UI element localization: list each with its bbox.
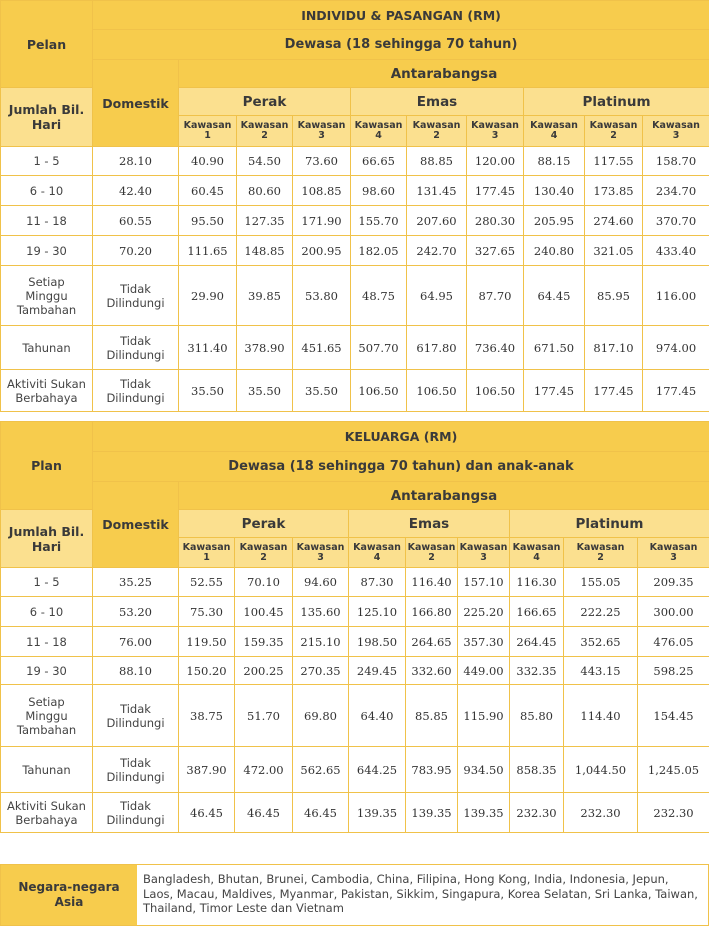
row-label: Aktiviti Sukan Berbahaya — [1, 370, 93, 412]
rate-cell: 671.50 — [524, 326, 585, 370]
table2-zone-header: Kawasan 4 — [510, 538, 564, 568]
rate-cell: 88.10 — [93, 657, 179, 685]
rate-cell: 200.25 — [235, 657, 293, 685]
rate-cell: 130.40 — [524, 176, 585, 206]
table1-zone-header: Kawasan 2 — [407, 116, 467, 147]
rate-cell: 29.90 — [179, 266, 237, 326]
rate-cell: 39.85 — [237, 266, 293, 326]
rate-cell: 598.25 — [638, 657, 709, 685]
rate-cell: 76.00 — [93, 627, 179, 657]
rate-cell: 451.65 — [293, 326, 351, 370]
rate-cell: 300.00 — [638, 597, 709, 627]
rate-cell: 87.70 — [467, 266, 524, 326]
rate-cell: 46.45 — [179, 793, 235, 833]
t2-plan-label: Plan — [1, 422, 93, 510]
row-label: Setiap Minggu Tambahan — [1, 685, 93, 747]
t2-group-emas: Emas — [349, 510, 510, 538]
rate-cell: 106.50 — [467, 370, 524, 412]
rate-cell: 116.30 — [510, 568, 564, 597]
rate-cell: 88.15 — [524, 147, 585, 176]
family-rate-table — [0, 421, 709, 833]
rate-cell: 249.45 — [349, 657, 406, 685]
rate-cell: 75.30 — [179, 597, 235, 627]
rate-cell: 222.25 — [564, 597, 638, 627]
row-label: 19 - 30 — [1, 657, 93, 685]
t1-days-label: Jumlah Bil. Hari — [1, 88, 93, 147]
t1-group-emas: Emas — [351, 88, 524, 116]
rate-cell: 111.65 — [179, 236, 237, 266]
rate-cell: 858.35 — [510, 747, 564, 793]
rate-cell: 98.60 — [351, 176, 407, 206]
rate-cell: 154.45 — [638, 685, 709, 747]
t2-international-label: Antarabangsa — [179, 482, 709, 510]
rate-cell: 155.05 — [564, 568, 638, 597]
rate-cell: 182.05 — [351, 236, 407, 266]
rate-cell: 232.30 — [638, 793, 709, 833]
rate-cell: 209.35 — [638, 568, 709, 597]
rate-cell: 200.95 — [293, 236, 351, 266]
rate-cell: 617.80 — [407, 326, 467, 370]
t1-international-label: Antarabangsa — [179, 60, 709, 88]
rate-cell: 135.60 — [293, 597, 349, 627]
rate-cell: 378.90 — [237, 326, 293, 370]
rate-cell: 85.95 — [585, 266, 643, 326]
rate-cell: 148.85 — [237, 236, 293, 266]
t2-group-perak: Perak — [179, 510, 349, 538]
asia-label: Negara-negara Asia — [1, 865, 137, 925]
row-label: 11 - 18 — [1, 627, 93, 657]
rate-cell: 108.85 — [293, 176, 351, 206]
rate-cell: Tidak Dilindungi — [93, 326, 179, 370]
rate-cell: 166.80 — [406, 597, 458, 627]
rate-cell: 274.60 — [585, 206, 643, 236]
rate-cell: 562.65 — [293, 747, 349, 793]
rate-cell: 94.60 — [293, 568, 349, 597]
rate-cell: 88.85 — [407, 147, 467, 176]
rate-cell: 736.40 — [467, 326, 524, 370]
rate-cell: 264.45 — [510, 627, 564, 657]
rate-cell: 60.55 — [93, 206, 179, 236]
rate-cell: 1,245.05 — [638, 747, 709, 793]
rate-cell: 232.30 — [510, 793, 564, 833]
table-row — [1, 657, 709, 685]
rate-cell: 53.20 — [93, 597, 179, 627]
individual-couple-rate-table — [0, 0, 709, 412]
table2-zone-header: Kawasan 3 — [638, 538, 709, 568]
rate-cell: 120.00 — [467, 147, 524, 176]
rate-cell: 139.35 — [349, 793, 406, 833]
rate-cell: 198.50 — [349, 627, 406, 657]
rate-cell: 225.20 — [458, 597, 510, 627]
table-row — [1, 685, 709, 747]
table-row — [1, 568, 709, 597]
t2-subtitle: Dewasa (18 sehingga 70 tahun) dan anak-anak — [93, 452, 709, 482]
table1-zone-header: Kawasan 4 — [351, 116, 407, 147]
t1-title: INDIVIDU & PASANGAN (RM) — [93, 1, 709, 30]
t2-group-platinum: Platinum — [510, 510, 709, 538]
rate-cell: 66.65 — [351, 147, 407, 176]
rate-cell: Tidak Dilindungi — [93, 266, 179, 326]
rate-cell: Tidak Dilindungi — [93, 685, 179, 747]
row-label: 1 - 5 — [1, 568, 93, 597]
rate-cell: 207.60 — [407, 206, 467, 236]
row-label: 6 - 10 — [1, 176, 93, 206]
rate-cell: 70.20 — [93, 236, 179, 266]
row-label: Tahunan — [1, 326, 93, 370]
rate-cell: 177.45 — [467, 176, 524, 206]
rate-cell: 100.45 — [235, 597, 293, 627]
rate-cell: 974.00 — [643, 326, 709, 370]
rate-cell: 158.70 — [643, 147, 709, 176]
table1-zone-header: Kawasan 1 — [179, 116, 237, 147]
asia-country-list: Bangladesh, Bhutan, Brunei, Cambodia, China, Filipina, Hong Kong, India, Indonesia, Jepun, Laos, Macau, Maldives, Myanmar, Pakistan, Sikkim, Singapura, Korea Selatan, Sri Lanka, Taiwan, Thailand, Timor Leste dan Vietnam — [143, 872, 698, 915]
table-row — [1, 597, 709, 627]
rate-cell: 85.85 — [406, 685, 458, 747]
table1-zone-header: Kawasan 3 — [643, 116, 709, 147]
rate-cell: 87.30 — [349, 568, 406, 597]
rate-cell: 125.10 — [349, 597, 406, 627]
rate-cell: 69.80 — [293, 685, 349, 747]
rate-cell: 433.40 — [643, 236, 709, 266]
row-label: 19 - 30 — [1, 236, 93, 266]
table1-zone-header: Kawasan 2 — [237, 116, 293, 147]
table-row — [1, 793, 709, 833]
rate-cell: 171.90 — [293, 206, 351, 236]
rate-cell: 332.60 — [406, 657, 458, 685]
rate-cell: 155.70 — [351, 206, 407, 236]
rate-cell: 205.95 — [524, 206, 585, 236]
table2-zone-header: Kawasan 2 — [235, 538, 293, 568]
rate-cell: 35.50 — [293, 370, 351, 412]
rate-cell: 28.10 — [93, 147, 179, 176]
table-row — [1, 236, 709, 266]
rate-cell: 139.35 — [458, 793, 510, 833]
rate-cell: 116.40 — [406, 568, 458, 597]
rate-cell: 60.45 — [179, 176, 237, 206]
rate-cell: 234.70 — [643, 176, 709, 206]
table2-zone-header: Kawasan 4 — [349, 538, 406, 568]
rate-cell: 80.60 — [237, 176, 293, 206]
rate-cell: 159.35 — [235, 627, 293, 657]
rate-cell: 40.90 — [179, 147, 237, 176]
rate-cell: 357.30 — [458, 627, 510, 657]
row-label: 6 - 10 — [1, 597, 93, 627]
rate-cell: 173.85 — [585, 176, 643, 206]
table1-zone-header: Kawasan 3 — [467, 116, 524, 147]
rate-cell: 215.10 — [293, 627, 349, 657]
rate-cell: 370.70 — [643, 206, 709, 236]
rate-cell: 51.70 — [235, 685, 293, 747]
table2-zone-header: Kawasan 3 — [458, 538, 510, 568]
table2-zone-header: Kawasan 3 — [293, 538, 349, 568]
row-label: 11 - 18 — [1, 206, 93, 236]
table2-zone-header: Kawasan 1 — [179, 538, 235, 568]
rate-cell: Tidak Dilindungi — [93, 370, 179, 412]
rate-cell: 242.70 — [407, 236, 467, 266]
rate-cell: 934.50 — [458, 747, 510, 793]
row-label: Tahunan — [1, 747, 93, 793]
table-row — [1, 147, 709, 176]
rate-cell: 1,044.50 — [564, 747, 638, 793]
rate-cell: 64.40 — [349, 685, 406, 747]
table-row — [1, 326, 709, 370]
rate-cell: 783.95 — [406, 747, 458, 793]
t2-title: KELUARGA (RM) — [93, 422, 709, 452]
rate-cell: 157.10 — [458, 568, 510, 597]
rate-cell: 232.30 — [564, 793, 638, 833]
rate-cell: 139.35 — [406, 793, 458, 833]
rate-cell: 240.80 — [524, 236, 585, 266]
rate-cell: 387.90 — [179, 747, 235, 793]
rate-cell: 73.60 — [293, 147, 351, 176]
t1-body — [1, 1, 709, 412]
rate-cell: 311.40 — [179, 326, 237, 370]
t1-domestic-label: Domestik — [93, 60, 179, 147]
rate-cell: 476.05 — [638, 627, 709, 657]
rate-cell: 352.65 — [564, 627, 638, 657]
rate-cell: 131.45 — [407, 176, 467, 206]
rate-cell: 449.00 — [458, 657, 510, 685]
table-row — [1, 747, 709, 793]
table-row — [1, 266, 709, 326]
table-row — [1, 627, 709, 657]
rate-cell: 64.45 — [524, 266, 585, 326]
rate-cell: 38.75 — [179, 685, 235, 747]
rate-cell: Tidak Dilindungi — [93, 793, 179, 833]
table-row — [1, 176, 709, 206]
rate-cell: 443.15 — [564, 657, 638, 685]
table2-zone-header: Kawasan 2 — [564, 538, 638, 568]
rate-cell: 115.90 — [458, 685, 510, 747]
rate-cell: 106.50 — [351, 370, 407, 412]
rate-cell: 70.10 — [235, 568, 293, 597]
t1-plan-label: Pelan — [1, 1, 93, 88]
t1-subtitle: Dewasa (18 sehingga 70 tahun) — [93, 30, 709, 60]
rate-cell: 472.00 — [235, 747, 293, 793]
rate-cell: 42.40 — [93, 176, 179, 206]
row-label: Setiap Minggu Tambahan — [1, 266, 93, 326]
rate-cell: 46.45 — [293, 793, 349, 833]
rate-cell: 106.50 — [407, 370, 467, 412]
t1-group-platinum: Platinum — [524, 88, 709, 116]
rate-cell: 150.20 — [179, 657, 235, 685]
rate-cell: 35.25 — [93, 568, 179, 597]
t2-days-label: Jumlah Bil. Hari — [1, 510, 93, 568]
rate-cell: 166.65 — [510, 597, 564, 627]
t2-body — [1, 422, 709, 833]
rate-cell: 817.10 — [585, 326, 643, 370]
rate-cell: 177.45 — [585, 370, 643, 412]
rate-cell: 85.80 — [510, 685, 564, 747]
t2-domestic-label: Domestik — [93, 482, 179, 568]
rate-cell: Tidak Dilindungi — [93, 747, 179, 793]
rate-cell: 54.50 — [237, 147, 293, 176]
rate-cell: 35.50 — [179, 370, 237, 412]
rate-cell: 507.70 — [351, 326, 407, 370]
rate-cell: 114.40 — [564, 685, 638, 747]
rate-cell: 95.50 — [179, 206, 237, 236]
table-row — [1, 206, 709, 236]
row-label: 1 - 5 — [1, 147, 93, 176]
table2-zone-header: Kawasan 2 — [406, 538, 458, 568]
t1-group-perak: Perak — [179, 88, 351, 116]
rate-cell: 327.65 — [467, 236, 524, 266]
rate-cell: 177.45 — [524, 370, 585, 412]
rate-cell: 177.45 — [643, 370, 709, 412]
rate-cell: 117.55 — [585, 147, 643, 176]
rate-cell: 53.80 — [293, 266, 351, 326]
asia-countries-box — [0, 864, 709, 926]
rate-cell: 644.25 — [349, 747, 406, 793]
table1-zone-header: Kawasan 2 — [585, 116, 643, 147]
table1-zone-header: Kawasan 3 — [293, 116, 351, 147]
rate-cell: 46.45 — [235, 793, 293, 833]
rate-cell: 116.00 — [643, 266, 709, 326]
rate-cell: 64.95 — [407, 266, 467, 326]
table-row — [1, 370, 709, 412]
row-label: Aktiviti Sukan Berbahaya — [1, 793, 93, 833]
rate-cell: 35.50 — [237, 370, 293, 412]
rate-cell: 48.75 — [351, 266, 407, 326]
rate-cell: 119.50 — [179, 627, 235, 657]
rate-cell: 264.65 — [406, 627, 458, 657]
table1-zone-header: Kawasan 4 — [524, 116, 585, 147]
rate-cell: 280.30 — [467, 206, 524, 236]
rate-cell: 270.35 — [293, 657, 349, 685]
rate-cell: 332.35 — [510, 657, 564, 685]
rate-cell: 52.55 — [179, 568, 235, 597]
rate-cell: 321.05 — [585, 236, 643, 266]
rate-cell: 127.35 — [237, 206, 293, 236]
